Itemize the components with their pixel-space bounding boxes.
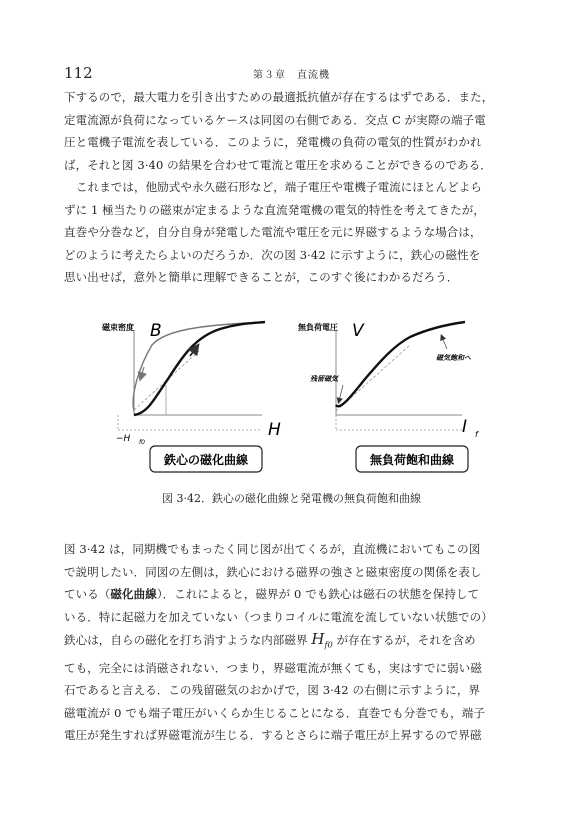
right-box-label: 無負荷飽和曲線	[369, 453, 455, 467]
axis-x-symbol-right: I	[462, 417, 468, 437]
text-line: 思い出せば，意外と簡単に理解できることが，このすぐ後にわかるだろう．	[64, 270, 459, 284]
paragraph-3	[64, 538, 524, 747]
text-run: ている（	[64, 587, 111, 601]
text-line: ても，完全には消磁されない．つまり，界磁電流が無くても，実はすでに弱い磁	[64, 660, 482, 675]
text-line: 図 3·42 は，同期機でもまったく同じ図が出てくるが，直流機においてもこの図	[64, 542, 481, 556]
text-line: ば，それと図 3·40 の結果を合わせて電流と電圧を求めることができるのである．	[64, 157, 492, 172]
axis-y-symbol-left: B	[150, 321, 162, 341]
axis-x-symbol-left: H	[268, 420, 281, 440]
text-line: ずに 1 極当たりの磁束が定まるような直流発電機の電気的特性を考えてきたが，	[64, 202, 485, 217]
text-run: が存在するが，それを含め	[332, 633, 476, 647]
neg-hf0-sub: f0	[139, 439, 145, 446]
saturation-curve-panel	[298, 321, 479, 472]
term-magnetization-curve: 磁化曲線	[110, 587, 157, 601]
text-line: 直巻や分巻など，自分自身が発電した電流や電圧を元に界磁するような場合は，	[64, 225, 482, 239]
text-line: 電圧が発生すれば界磁電流が生じる．するとさらに端子電圧が上昇するので界磁	[64, 728, 482, 743]
text-line: 磁電流が 0 でも端子電圧がいくらか生じることになる．直巻でも分巻でも，端子	[64, 705, 485, 720]
text-line	[64, 583, 524, 606]
text-line: これまでは，他励式や永久磁石形など，端子電圧や電機子電流にほとんどよら	[76, 180, 482, 194]
figure-svg	[90, 315, 510, 475]
branch-arrow-down	[141, 367, 144, 377]
saturation-arrow	[442, 337, 447, 349]
neg-hf0-label: −H	[116, 434, 131, 444]
saturation-label: 磁気飽和へ	[436, 354, 471, 362]
text-line: で説明したい．同図の左側は，鉄心における磁界の強さと磁束密度の関係を表し	[64, 564, 482, 579]
text-line	[64, 628, 524, 657]
figure-caption: 図 3·42．鉄心の磁化曲線と発電機の無負荷飽和曲線	[162, 492, 421, 505]
text-run: 鉄心は，自らの磁化を打ち消すような内部磁界	[64, 633, 312, 647]
axis-y-label-right: 無負荷電圧	[298, 323, 338, 332]
remanent-arrow	[339, 385, 343, 401]
axis-x-sub-right: f	[475, 430, 478, 439]
figure-3-42	[90, 315, 510, 475]
text-line: どのように考えたらよいのだろうか．次の図 3·42 に示すように，鉄心の磁性を	[64, 247, 481, 262]
text-line: 石であると言える．この残留磁気のおかげで，図 3·42 の右側に示すように，界	[64, 683, 481, 698]
text-run: ）．これによると，磁界が 0 でも鉄心は磁石の状態を保持して	[156, 587, 480, 601]
left-box-label: 鉄心の磁化曲線	[163, 453, 249, 467]
paragraph-2	[64, 176, 524, 289]
magnetization-curve-panel	[102, 321, 281, 472]
symbol-h-sub: f0	[324, 640, 333, 650]
text-line: 下するので，最大電力を引き出すための最適抵抗値が存在するはずである．また，	[64, 90, 494, 104]
text-line: いる．特に起磁力を加えていない（つまりコイルに電流を流していない状態での）	[64, 609, 493, 624]
axis-y-symbol-right: V	[352, 321, 364, 341]
text-line: 圧と電機子電流を表している．このように，発電機の負荷の電気的性質がわかれ	[64, 135, 482, 149]
page-number: 112	[64, 64, 93, 82]
text-line: 定電流源が負荷になっているケースは同図の右側である．交点 C が実際の端子電	[64, 112, 486, 127]
paragraph-1	[64, 86, 524, 176]
running-head: 第３章 直流機	[253, 70, 330, 81]
axis-y-label-left: 磁束密度	[102, 323, 134, 332]
symbol-h: H	[311, 630, 325, 648]
remanent-label: 残留磁気	[310, 375, 338, 383]
